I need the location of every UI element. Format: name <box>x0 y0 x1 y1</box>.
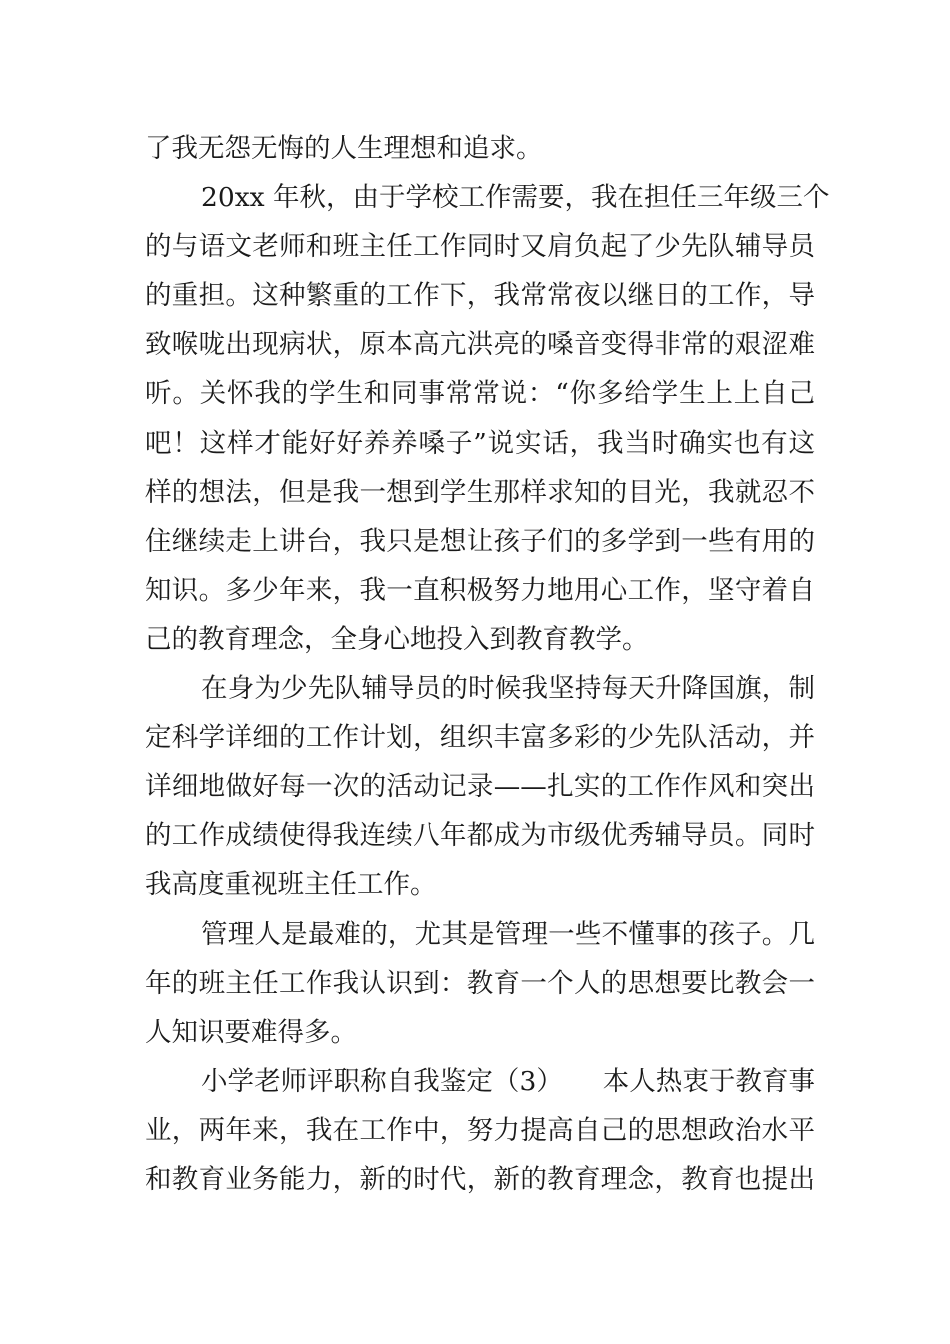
text-line: 和教育业务能力，新的时代，新的教育理念，教育也提出 <box>145 1163 815 1195</box>
text-line: 我高度重视班主任工作。 <box>145 869 437 901</box>
text-line: 吧！这样才能好好养养嗓子”说实话，我当时确实也有这 <box>145 427 815 459</box>
text-line: 的与语文老师和班主任工作同时又肩负起了少先队辅导员 <box>145 231 815 263</box>
body-text <box>145 124 830 1204</box>
text-line: 听。关怀我的学生和同事常常说：“你多给学生上上自己 <box>145 378 815 410</box>
text-line: 业，两年来，我在工作中，努力提高自己的思想政治水平 <box>145 1114 815 1146</box>
text-line: 己的教育理念，全身心地投入到教育教学。 <box>145 623 649 655</box>
text-line: 的工作成绩使得我连续八年都成为市级优秀辅导员。同时 <box>145 820 815 852</box>
text-line: 在身为少先队辅导员的时候我坚持每天升降国旗，制 <box>201 673 815 705</box>
text-line: 20xx 年秋，由于学校工作需要，我在担任三年级三个 <box>201 182 830 214</box>
text-line: 详细地做好每一次的活动记录——扎实的工作作风和突出 <box>145 771 815 803</box>
text-line: 定科学详细的工作计划，组织丰富多彩的少先队活动，并 <box>145 722 815 754</box>
text-line: 年的班主任工作我认识到：教育一个人的思想要比教会一 <box>145 967 815 999</box>
text-line: 小学老师评职称自我鉴定（3） 本人热衷于教育事 <box>201 1065 815 1097</box>
text-line: 知识。多少年来，我一直积极努力地用心工作，坚守着自 <box>145 574 815 606</box>
text-line: 人知识要难得多。 <box>145 1016 357 1048</box>
text-line: 样的想法，但是我一想到学生那样求知的目光，我就忍不 <box>145 476 815 508</box>
text-line: 的重担。这种繁重的工作下，我常常夜以继日的工作，导 <box>145 280 815 312</box>
text-line: 住继续走上讲台，我只是想让孩子们的多学到一些有用的 <box>145 525 815 557</box>
text-line: 管理人是最难的，尤其是管理一些不懂事的孩子。几 <box>201 918 815 950</box>
text-line: 了我无怨无悔的人生理想和追求。 <box>145 133 543 164</box>
text-line: 致喉咙出现病状，原本高亢洪亮的嗓音变得非常的艰涩难 <box>145 329 815 361</box>
